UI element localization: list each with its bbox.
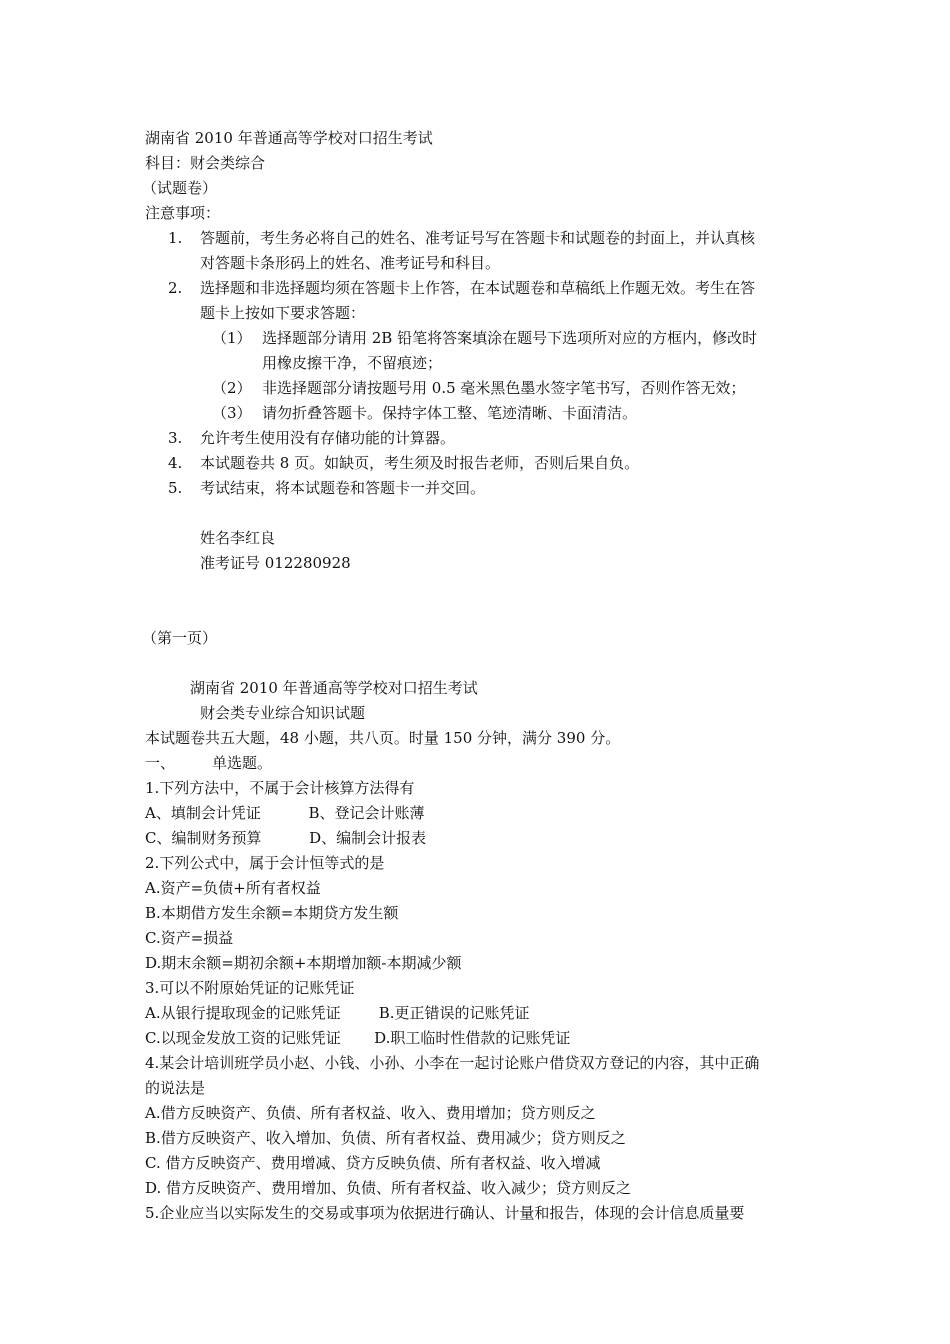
question-option-line: A.资产=负债+所有者权益: [145, 879, 321, 897]
part-number: 一、: [145, 754, 176, 772]
sub-notice-text: 请勿折叠答题卡。保持字体工整、笔迹清晰、卡面清洁。: [262, 404, 638, 422]
question-line: 2.下列公式中，属于会计恒等式的是: [145, 854, 385, 872]
notice-number: 2.: [168, 279, 183, 297]
part-title: 单选题。: [212, 754, 273, 772]
notice-heading: 注意事项：: [145, 204, 221, 222]
notice-text: 允许考生使用没有存储功能的计算器。: [200, 429, 456, 447]
section-subtitle: 财会类专业综合知识试题: [200, 704, 366, 722]
notice-number: 3.: [168, 429, 183, 447]
question-line: 3.可以不附原始凭证的记账凭证: [145, 979, 355, 997]
section-intro: 本试题卷共五大题，48 小题，共八页。时量 150 分钟，满分 390 分。: [145, 729, 621, 747]
notice-number: 4.: [168, 454, 183, 472]
candidate-name: 姓名李红良: [200, 529, 276, 547]
question-option-line: C.以现金发放工资的记账凭证 D.职工临时性借款的记账凭证: [145, 1029, 571, 1047]
question-line: 1.下列方法中，不属于会计核算方法得有: [145, 779, 415, 797]
notice-text: 题卡上按如下要求答题：: [200, 304, 366, 322]
question-option-line: C. 借方反映资产、费用增减、贷方反映负债、所有者权益、收入增减: [145, 1154, 601, 1172]
question-line: 4.某会计培训班学员小赵、小钱、小孙、小李在一起讨论账户借贷双方登记的内容，其中正确: [145, 1054, 760, 1072]
sub-notice-text: 选择题部分请用 2B 铅笔将答案填涂在题号下选项所对应的方框内，修改时: [262, 329, 758, 347]
candidate-exam-number: 准考证号 012280928: [200, 554, 351, 572]
sub-notice-number: （2）: [212, 379, 252, 397]
section-title: 湖南省 2010 年普通高等学校对口招生考试: [190, 679, 478, 697]
sub-notice-number: （1）: [212, 329, 252, 347]
notice-text: 本试题卷共 8 页。如缺页，考生须及时报告老师，否则后果自负。: [200, 454, 640, 472]
notice-number: 5.: [168, 479, 183, 497]
question-line: 的说法是: [145, 1079, 206, 1097]
question-line: 5.企业应当以实际发生的交易或事项为依据进行确认、计量和报告，体现的会计信息质量要: [145, 1204, 745, 1222]
question-option-line: D.期末余额=期初余额+本期增加额-本期减少额: [145, 954, 462, 972]
sub-notice-number: （3）: [212, 404, 252, 422]
question-option-line: C.资产=损益: [145, 929, 234, 947]
question-option-line: B.本期借方发生余额=本期贷方发生额: [145, 904, 399, 922]
notice-number: 1.: [168, 229, 183, 247]
question-option-line: B.借方反映资产、收入增加、负债、所有者权益、费用减少；贷方则反之: [145, 1129, 626, 1147]
notice-text: 选择题和非选择题均须在答题卡上作答，在本试题卷和草稿纸上作题无效。考生在答: [200, 279, 756, 297]
cover-paper-type: （试题卷）: [142, 179, 218, 197]
question-option-line: A.从银行提取现金的记账凭证 B.更正错误的记账凭证: [145, 1004, 530, 1022]
question-option-line: C、编制财务预算 D、编制会计报表: [145, 829, 427, 847]
sub-notice-text: 非选择题部分请按题号用 0.5 毫米黑色墨水签字笔书写，否则作答无效；: [262, 379, 746, 397]
cover-title: 湖南省 2010 年普通高等学校对口招生考试: [145, 129, 433, 147]
notice-text: 答题前，考生务必将自己的姓名、准考证号写在答题卡和试题卷的封面上，并认真核: [200, 229, 756, 247]
question-option-line: A、填制会计凭证 B、登记会计账薄: [145, 804, 425, 822]
page-marker: （第一页）: [142, 629, 218, 647]
cover-subject: 科目：财会类综合: [145, 154, 266, 172]
question-option-line: A.借方反映资产、负债、所有者权益、收入、费用增加；贷方则反之: [145, 1104, 596, 1122]
notice-text: 考试结束，将本试题卷和答题卡一并交回。: [200, 479, 486, 497]
question-option-line: D. 借方反映资产、费用增加、负债、所有者权益、收入减少；贷方则反之: [145, 1179, 632, 1197]
sub-notice-text: 用橡皮擦干净，不留痕迹；: [262, 354, 443, 372]
notice-text: 对答题卡条形码上的姓名、准考证号和科目。: [200, 254, 501, 272]
